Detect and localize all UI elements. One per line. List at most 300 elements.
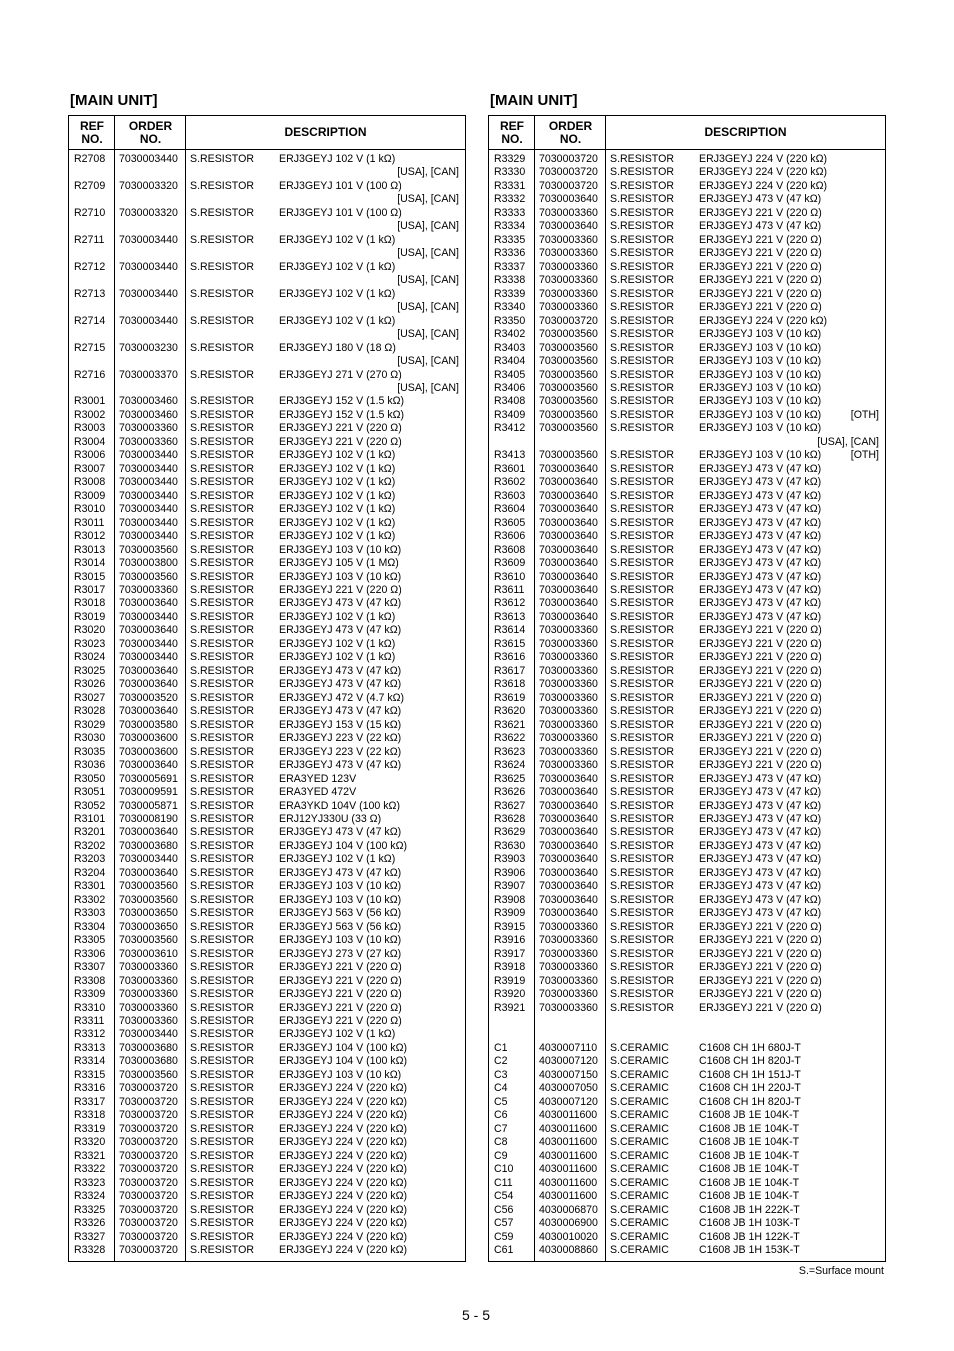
ref-cell: R3921 [494, 1001, 526, 1014]
description-cell: ERJ3GEYJ 221 V (220 Ω) [699, 988, 822, 1001]
table-row [69, 1096, 465, 1109]
description-cell: ERJ3GEYJ 104 V (100 kΩ) [279, 1041, 408, 1054]
description-cell: C1608 CH 1H 680J-T [699, 1041, 801, 1054]
ref-cell: R3029 [74, 718, 106, 731]
description-cell: ERJ3GEYJ 224 V (220 kΩ) [279, 1136, 408, 1149]
parts-table-left [68, 115, 466, 1262]
table-row [489, 463, 885, 476]
ref-cell: R3322 [74, 1163, 106, 1176]
description-cell: ERJ3GEYJ 103 V (10 kΩ) [279, 1068, 402, 1081]
type-cell: S.RESISTOR [190, 1230, 254, 1243]
ref-cell: R3019 [74, 610, 106, 623]
description-cell: ERJ3GEYJ 563 V (56 kΩ) [279, 920, 402, 933]
description-cell: ERA3YED 472V [279, 786, 357, 799]
ref-cell: R3413 [494, 449, 526, 462]
ref-cell: R2715 [74, 341, 106, 354]
order-cell: 7030003560 [539, 422, 598, 435]
type-cell: S.RESISTOR [610, 880, 674, 893]
order-cell: 7030003720 [119, 1149, 178, 1162]
table-row [69, 395, 465, 408]
table-row [69, 867, 465, 880]
table-row [69, 800, 465, 813]
ref-cell: R3320 [74, 1136, 106, 1149]
ref-cell: R3329 [494, 153, 526, 165]
ref-cell: R3030 [74, 732, 106, 745]
type-cell: S.RESISTOR [610, 368, 674, 381]
table-row [69, 611, 465, 624]
table-row [489, 732, 885, 745]
description-cell: ERJ3GEYJ 221 V (220 Ω) [699, 678, 822, 691]
description-cell: ERJ3GEYJ 221 V (220 Ω) [699, 718, 822, 731]
order-cell: 4030007050 [539, 1082, 598, 1095]
ref-cell: R3325 [74, 1203, 106, 1216]
description-cell: ERJ3GEYJ 103 V (10 kΩ) [279, 543, 402, 556]
type-cell: S.RESISTOR [190, 179, 254, 192]
type-cell: S.RESISTOR [190, 584, 254, 596]
description-cell: ERJ3GEYJ 221 V (220 Ω) [699, 759, 822, 772]
description-cell: ERJ3GEYJ 105 V (1 MΩ) [279, 557, 399, 570]
type-cell: S.CERAMIC [610, 1176, 669, 1189]
order-cell: 7030003360 [539, 206, 598, 219]
table-row [69, 557, 465, 570]
type-cell: S.CERAMIC [610, 1136, 669, 1149]
type-cell: S.RESISTOR [610, 314, 674, 327]
order-cell: 7030003360 [539, 301, 598, 314]
type-cell: S.RESISTOR [190, 826, 254, 839]
table-row [489, 288, 885, 301]
type-cell: S.RESISTOR [190, 153, 254, 165]
order-cell: 7030003560 [119, 543, 178, 556]
order-cell: 7030003360 [539, 920, 598, 933]
description-cell: ERJ3GEYJ 152 V (1.5 kΩ) [279, 395, 405, 408]
type-cell: S.RESISTOR [610, 988, 674, 1001]
description-cell: ERJ3GEYJ 102 V (1 kΩ) [279, 489, 396, 502]
ref-cell: C56 [494, 1203, 514, 1216]
type-cell: S.RESISTOR [190, 610, 254, 623]
order-cell: 7030003360 [539, 287, 598, 300]
table-row [489, 1069, 885, 1082]
table-row [69, 193, 465, 206]
type-cell: S.RESISTOR [610, 934, 674, 947]
type-cell: S.RESISTOR [190, 476, 254, 489]
ref-cell: R3028 [74, 705, 106, 718]
table-row [69, 678, 465, 691]
description-cell: ERJ3GEYJ 221 V (220 Ω) [699, 233, 822, 246]
type-cell: S.RESISTOR [610, 759, 674, 772]
ref-cell: R3603 [494, 489, 526, 502]
table-row [489, 1123, 885, 1136]
order-cell: 7030003640 [539, 610, 598, 623]
description-cell: ERJ3GEYJ 221 V (220 Ω) [699, 947, 822, 960]
description-cell: ERJ3GEYJ 152 V (1.5 kΩ) [279, 408, 405, 421]
table-row [489, 786, 885, 799]
description-cell: ERJ3GEYJ 103 V (10 kΩ) [699, 395, 822, 408]
order-cell: 7030003580 [119, 718, 178, 731]
description-cell: ERJ3GEYJ 103 V (10 kΩ) [699, 408, 822, 421]
order-cell: 7030003720 [539, 179, 598, 192]
type-cell: S.RESISTOR [610, 476, 674, 489]
ref-cell: R3903 [494, 853, 526, 866]
order-cell: 7030003720 [119, 1082, 178, 1095]
ref-cell: R3615 [494, 637, 526, 650]
type-cell: S.RESISTOR [610, 233, 674, 246]
table-row [69, 921, 465, 934]
col-description-header: DESCRIPTION [284, 125, 367, 139]
table-row [489, 490, 885, 503]
ref-cell: R3317 [74, 1095, 106, 1108]
description-cell: ERJ3GEYJ 102 V (1 kΩ) [279, 233, 396, 246]
order-cell: 7030003560 [539, 341, 598, 354]
type-cell: S.RESISTOR [190, 503, 254, 516]
order-cell: 7030003640 [539, 893, 598, 906]
description-cell: ERJ3GEYJ 221 V (220 Ω) [279, 584, 402, 596]
ref-cell: C11 [494, 1176, 513, 1189]
ref-cell: R3627 [494, 799, 526, 812]
type-cell: S.RESISTOR [610, 691, 674, 704]
ref-cell: R3305 [74, 934, 106, 947]
table-row [489, 1177, 885, 1190]
heading-left: [MAIN UNIT] [70, 92, 158, 109]
ref-cell: R3619 [494, 691, 526, 704]
table-row [489, 207, 885, 220]
order-cell: 7030003560 [119, 1068, 178, 1081]
table-row [489, 436, 885, 449]
description-cell: ERJ3GEYJ 180 V (18 Ω) [279, 341, 396, 354]
order-cell: 7030003560 [539, 381, 598, 394]
order-cell: 7030003800 [119, 557, 178, 570]
description-cell: ERJ3GEYJ 473 V (47 kΩ) [699, 530, 822, 543]
ref-cell: R3024 [74, 651, 106, 664]
ref-cell: R3915 [494, 920, 526, 933]
order-cell: 4030011600 [539, 1136, 598, 1149]
description-cell: ERJ3GEYJ 473 V (47 kΩ) [279, 866, 402, 879]
type-cell: S.RESISTOR [190, 1095, 254, 1108]
table-row [69, 463, 465, 476]
order-cell: 7030003640 [539, 462, 598, 475]
table-row [69, 544, 465, 557]
description-cell: ERJ3GEYJ 221 V (220 Ω) [699, 974, 822, 987]
description-cell: ERJ3GEYJ 224 V (220 kΩ) [279, 1095, 408, 1108]
ref-cell: R3918 [494, 961, 526, 974]
table-row [489, 544, 885, 557]
order-cell: 7030003720 [539, 166, 598, 179]
type-cell: S.RESISTOR [610, 381, 674, 394]
ref-cell: C59 [494, 1230, 514, 1243]
ref-cell: C3 [494, 1068, 508, 1081]
type-cell: S.RESISTOR [190, 543, 254, 556]
description-cell: ERJ3GEYJ 221 V (220 Ω) [279, 961, 402, 974]
ref-cell: R3328 [74, 1243, 106, 1256]
type-cell: S.RESISTOR [190, 1122, 254, 1135]
table-row [489, 166, 885, 179]
description-cell: C1608 JB 1E 104K-T [699, 1122, 800, 1135]
type-cell: S.RESISTOR [190, 664, 254, 677]
type-cell: S.RESISTOR [190, 637, 254, 650]
type-cell: S.RESISTOR [610, 745, 674, 758]
description-cell: ERJ3GEYJ 102 V (1 kΩ) [279, 530, 396, 543]
order-cell: 7030003720 [119, 1203, 178, 1216]
ref-cell: R2711 [74, 233, 105, 246]
description-cell: ERJ3GEYJ 563 V (56 kΩ) [279, 907, 402, 920]
ref-cell: C1 [494, 1041, 508, 1054]
ref-cell: R3337 [494, 260, 526, 273]
table-row [69, 220, 465, 233]
table-row [489, 247, 885, 260]
table-row [69, 436, 465, 449]
type-cell: S.RESISTOR [610, 624, 674, 637]
order-cell: 7030008190 [119, 812, 178, 825]
ref-cell: R3406 [494, 381, 526, 394]
description-cell: ERJ3GEYJ 221 V (220 Ω) [279, 1001, 402, 1014]
ref-cell: R3004 [74, 435, 106, 448]
description-cell: ERJ3GEYJ 221 V (220 Ω) [699, 247, 822, 260]
description-cell: ERJ3GEYJ 473 V (47 kΩ) [279, 826, 402, 839]
table-row [489, 678, 885, 691]
type-cell: S.RESISTOR [190, 880, 254, 893]
type-cell: S.RESISTOR [610, 893, 674, 906]
ref-cell: R3008 [74, 476, 106, 489]
description-cell: C1608 JB 1E 104K-T [699, 1149, 800, 1162]
ref-cell: R3605 [494, 516, 526, 529]
order-cell: 7030003640 [539, 880, 598, 893]
type-cell: S.RESISTOR [190, 516, 254, 529]
table-row [489, 800, 885, 813]
type-cell: S.RESISTOR [190, 435, 254, 448]
type-cell: S.RESISTOR [610, 597, 674, 610]
region-note: [USA], [CAN] [397, 166, 459, 179]
col-ref-header: REF NO. [80, 118, 104, 146]
ref-cell: R3050 [74, 772, 106, 785]
type-cell: S.RESISTOR [610, 462, 674, 475]
description-cell: C1608 CH 1H 820J-T [699, 1055, 801, 1068]
table-row [489, 840, 885, 853]
table-row [69, 530, 465, 543]
description-cell: ERA3YKD 104V (100 kΩ) [279, 799, 400, 812]
order-cell: 7030003640 [539, 907, 598, 920]
type-cell: S.CERAMIC [610, 1230, 669, 1243]
order-cell: 7030003640 [539, 543, 598, 556]
order-cell: 7030003640 [539, 503, 598, 516]
description-cell: ERJ3GEYJ 221 V (220 Ω) [699, 961, 822, 974]
order-cell: 7030003640 [539, 826, 598, 839]
table-row [69, 961, 465, 974]
table-row [69, 934, 465, 947]
ref-cell: R3350 [494, 314, 526, 327]
col-order-header: ORDER NO. [128, 118, 173, 146]
ref-cell: R3011 [74, 516, 105, 529]
order-cell: 4030007150 [539, 1068, 598, 1081]
type-cell: S.RESISTOR [190, 799, 254, 812]
ref-cell: R3001 [74, 395, 106, 408]
description-cell: ERJ3GEYJ 221 V (220 Ω) [699, 637, 822, 650]
order-cell: 7030003640 [539, 839, 598, 852]
description-cell: C1608 JB 1E 104K-T [699, 1109, 800, 1122]
table-row [69, 948, 465, 961]
order-cell: 7030003440 [119, 489, 178, 502]
order-cell: 7030003360 [119, 584, 178, 596]
order-cell: 7030003720 [119, 1190, 178, 1203]
ref-cell: R3612 [494, 597, 526, 610]
type-cell: S.RESISTOR [190, 1068, 254, 1081]
description-cell: ERJ3GEYJ 102 V (1 kΩ) [279, 651, 396, 664]
order-cell: 7030003560 [119, 880, 178, 893]
description-cell: ERJ3GEYJ 473 V (47 kΩ) [699, 220, 822, 233]
order-cell: 7030003720 [119, 1136, 178, 1149]
table-row [489, 746, 885, 759]
region-note: [OTH] [850, 449, 879, 462]
type-cell: S.CERAMIC [610, 1095, 669, 1108]
description-cell: ERJ3GEYJ 473 V (47 kΩ) [699, 826, 822, 839]
table-row [69, 759, 465, 772]
type-cell: S.RESISTOR [190, 1015, 254, 1027]
type-cell: S.RESISTOR [610, 422, 674, 435]
order-cell: 7030009591 [119, 786, 178, 799]
table-row [489, 813, 885, 826]
type-cell: S.RESISTOR [610, 974, 674, 987]
description-cell: ERJ3GEYJ 223 V (22 kΩ) [279, 745, 402, 758]
table-row [489, 1204, 885, 1217]
table-row [489, 382, 885, 395]
description-cell: ERJ3GEYJ 102 V (1 kΩ) [279, 853, 396, 866]
type-cell: S.RESISTOR [610, 328, 674, 341]
footnote: S.=Surface mount [798, 1265, 884, 1277]
order-cell: 7030003360 [539, 732, 598, 745]
table-row [489, 571, 885, 584]
ref-cell: R2710 [74, 206, 106, 219]
table-row [489, 1002, 885, 1015]
table-row [69, 1028, 465, 1041]
order-cell: 7030003360 [539, 705, 598, 718]
type-cell: S.CERAMIC [610, 1217, 669, 1230]
description-cell: ERJ3GEYJ 221 V (220 Ω) [699, 934, 822, 947]
table-row [489, 301, 885, 314]
description-cell: ERJ3GEYJ 224 V (220 kΩ) [279, 1190, 408, 1203]
description-cell: ERJ3GEYJ 221 V (220 Ω) [699, 664, 822, 677]
table-row [489, 193, 885, 206]
table-row [69, 247, 465, 260]
ref-cell: R2713 [74, 287, 106, 300]
table-row [489, 1136, 885, 1149]
type-cell: S.RESISTOR [610, 503, 674, 516]
table-row [69, 315, 465, 328]
table-row [69, 1177, 465, 1190]
description-cell: ERJ3GEYJ 473 V (47 kΩ) [699, 597, 822, 610]
description-cell: ERJ3GEYJ 221 V (220 Ω) [699, 691, 822, 704]
order-cell: 7030003720 [539, 153, 598, 165]
description-cell: ERJ3GEYJ 473 V (47 kΩ) [699, 610, 822, 623]
order-cell: 7030003360 [119, 1001, 178, 1014]
ref-cell: C2 [494, 1055, 508, 1068]
parts-table-right [488, 115, 886, 1262]
type-cell: S.RESISTOR [190, 1243, 254, 1256]
ref-cell: R2709 [74, 179, 106, 192]
description-cell: ERJ3GEYJ 102 V (1 kΩ) [279, 637, 396, 650]
description-cell: ERJ3GEYJ 102 V (1 kΩ) [279, 503, 396, 516]
description-cell: ERJ3GEYJ 473 V (47 kΩ) [699, 557, 822, 570]
ref-cell: R3336 [494, 247, 526, 260]
ref-cell: R3310 [74, 1001, 106, 1014]
order-cell: 7030003360 [539, 934, 598, 947]
type-cell: S.RESISTOR [190, 570, 254, 583]
order-cell: 7030003640 [119, 866, 178, 879]
order-cell: 7030003360 [119, 974, 178, 987]
table-row [69, 746, 465, 759]
type-cell: S.RESISTOR [610, 812, 674, 825]
table-row [489, 611, 885, 624]
type-cell: S.RESISTOR [190, 651, 254, 664]
type-cell: S.CERAMIC [610, 1109, 669, 1122]
ref-cell: R3626 [494, 786, 526, 799]
description-cell: ERJ3GEYJ 224 V (220 kΩ) [279, 1217, 408, 1230]
table-header [69, 116, 465, 150]
type-cell: S.CERAMIC [610, 1190, 669, 1203]
type-cell: S.RESISTOR [610, 193, 674, 206]
type-cell: S.RESISTOR [610, 664, 674, 677]
region-note: [USA], [CAN] [397, 301, 459, 314]
table-row [69, 207, 465, 220]
table-row [69, 288, 465, 301]
type-cell: S.RESISTOR [610, 489, 674, 502]
table-row [69, 180, 465, 193]
table-body [69, 153, 465, 1257]
table-row [489, 369, 885, 382]
ref-cell: R3621 [494, 718, 526, 731]
type-cell: S.RESISTOR [610, 637, 674, 650]
order-cell: 7030003560 [119, 570, 178, 583]
description-cell: ERJ3GEYJ 103 V (10 kΩ) [699, 341, 822, 354]
order-cell: 7030003560 [539, 368, 598, 381]
description-cell: ERJ3GEYJ 224 V (220 kΩ) [279, 1176, 408, 1189]
order-cell: 7030003640 [539, 489, 598, 502]
type-cell: S.RESISTOR [610, 408, 674, 421]
ref-cell: R3018 [74, 597, 106, 610]
description-cell: ERJ3GEYJ 221 V (220 Ω) [279, 988, 402, 1001]
type-cell: S.RESISTOR [610, 920, 674, 933]
type-cell: S.RESISTOR [190, 920, 254, 933]
ref-cell: R3625 [494, 772, 526, 785]
type-cell: S.RESISTOR [190, 341, 254, 354]
type-cell: S.RESISTOR [190, 489, 254, 502]
table-row [69, 597, 465, 610]
type-cell: S.RESISTOR [610, 543, 674, 556]
order-cell: 7030003370 [119, 368, 178, 381]
ref-cell: R3313 [74, 1041, 106, 1054]
table-row [69, 705, 465, 718]
order-cell: 7030003360 [539, 274, 598, 287]
ref-cell: R2708 [74, 153, 106, 165]
table-body [489, 153, 885, 1257]
description-cell: ERJ3GEYJ 273 V (27 kΩ) [279, 947, 402, 960]
order-cell: 7030003640 [539, 530, 598, 543]
ref-cell: R3335 [494, 233, 526, 246]
ref-cell: R3332 [494, 193, 526, 206]
ref-cell: C10 [494, 1163, 514, 1176]
col-description-header: DESCRIPTION [704, 125, 787, 139]
description-cell: C1608 JB 1E 104K-T [699, 1136, 800, 1149]
order-cell: 7030003640 [539, 220, 598, 233]
ref-cell: C57 [494, 1217, 514, 1230]
description-cell: ERJ3GEYJ 473 V (47 kΩ) [279, 597, 402, 610]
table-row [69, 584, 465, 597]
order-cell: 7030003640 [539, 476, 598, 489]
table-row [69, 826, 465, 839]
order-cell: 7030003640 [539, 812, 598, 825]
type-cell: S.RESISTOR [190, 974, 254, 987]
type-cell: S.RESISTOR [610, 866, 674, 879]
description-cell: ERJ3GEYJ 102 V (1 kΩ) [279, 462, 396, 475]
table-row [489, 530, 885, 543]
description-cell: ERJ3GEYJ 224 V (220 kΩ) [279, 1109, 408, 1122]
